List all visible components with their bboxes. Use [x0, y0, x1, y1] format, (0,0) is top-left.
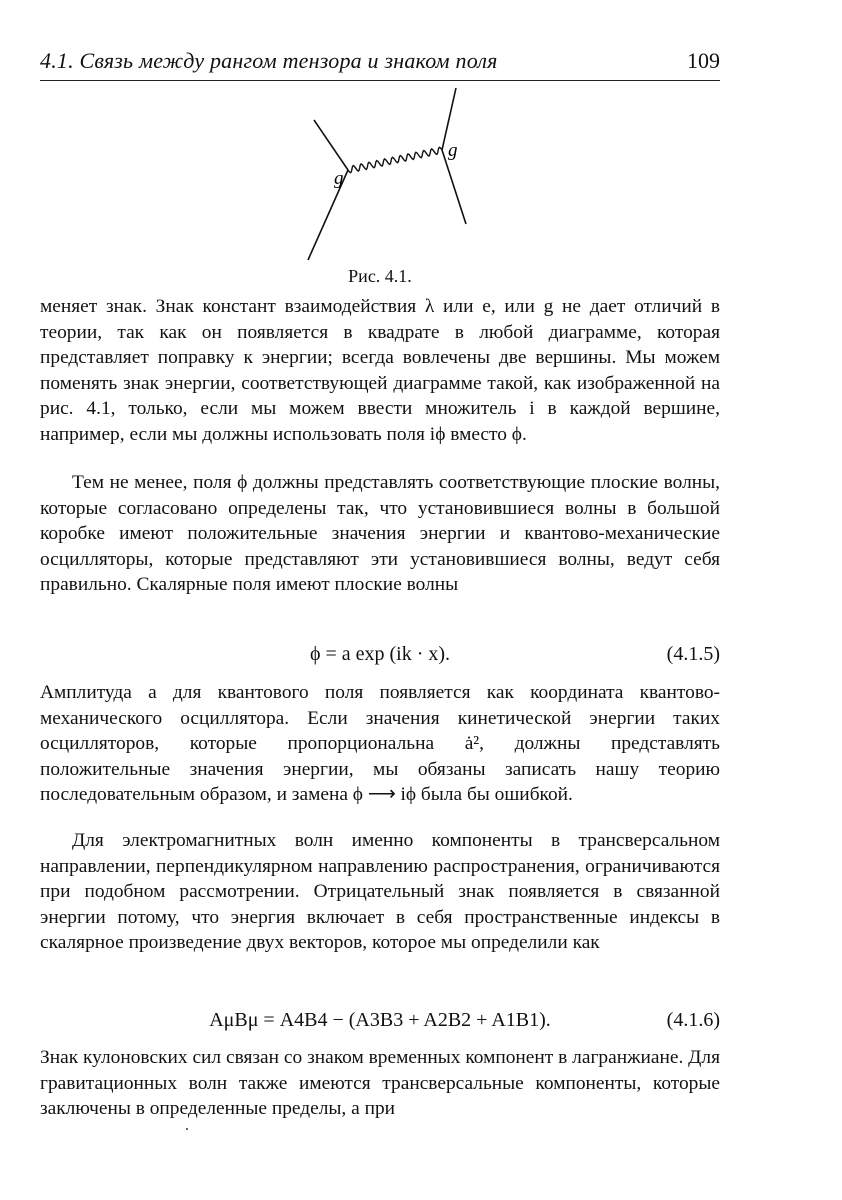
page-number: 109 [687, 48, 720, 73]
feynman-diagram-svg [290, 84, 490, 274]
equation-body: ϕ = a exp (ik · x). [309, 643, 451, 665]
print-dot [186, 1128, 188, 1130]
equation-body: AμBμ = A4B4 − (A3B3 + A2B2 + A1B1). [209, 1009, 551, 1031]
paragraph-4: Для электромагнитных волн именно компоненты в трансверсальном направлении, перпендикулярном направлению распространения, ограничиваются при подобном рассмотрении. Отрицательный знак появляется в связанной энергии потому, что энергия включает в себя пространственные индексы в скалярное произведение двух векторов, которое мы определили как [40, 830, 720, 954]
running-header [40, 44, 720, 81]
equation-number: (4.1.5) [666, 643, 720, 665]
left-upper-line [314, 120, 348, 170]
paragraph-2: Тем не менее, поля ϕ должны представлять соответствующие плоские волны, которые согласовано определены так, что установившиеся волны в большой коробке имеют положительные значения энергии и квантово-механические осцилляторы, которые представляют эти установившиеся волны, ведут себя правильно. Скалярные поля имеют плоские волны [40, 472, 720, 596]
paragraph-3: Амплитуда a для квантового поля появляется как координата квантово-механического осциллятора. Если значения кинетической энергии таких осцилляторов, которые пропорциональна ȧ², должны представлять положительные значения энергии, мы обязаны записать нашу теорию последовательным образом, и замена ϕ ⟶ iϕ была бы ошибкой. [40, 682, 720, 806]
label-g-left: g [334, 168, 344, 189]
label-g-right: g [448, 140, 458, 161]
paragraph-1: меняет знак. Знак констант взаимодействия λ или e, или g не дает отличий в теории, так как он появляется в квадрате в любой диаграмме, которая представляет поправку к энергии; всегда вовлечены две вершины. Мы можем поменять знак энергии, соответствующей диаграмме такой, как изображенной на рис. 4.1, только, если мы можем ввести множитель i в каждой вершине, например, если мы должны использовать поля iϕ вместо ϕ. [40, 296, 720, 445]
paragraph-5: Знак кулоновских сил связан со знаком временных компонент в лагранжиане. Для гравитационных волн также имеются трансверсальные компоненты, которые заключены в определенные пределы, а при [40, 1047, 720, 1120]
graviton-wavy-line [348, 147, 442, 172]
feynman-diagram [290, 84, 490, 274]
equation-number: (4.1.6) [666, 1009, 720, 1031]
right-lower-line [442, 150, 466, 224]
running-title: 4.1. Связь между рангом тензора и знаком поля [40, 48, 498, 73]
equation-4-1-5 [40, 643, 720, 671]
figure-caption: Рис. 4.1. [348, 266, 412, 286]
equation-4-1-6 [40, 1009, 720, 1037]
